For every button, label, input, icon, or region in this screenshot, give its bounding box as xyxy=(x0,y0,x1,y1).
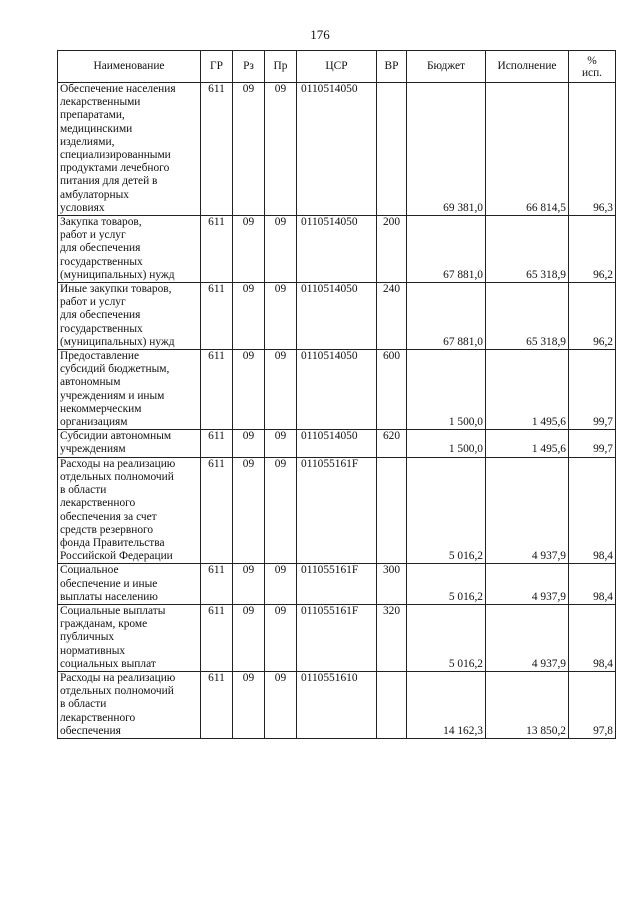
cell-rz: 09 xyxy=(233,671,265,738)
cell-name-line: условиях xyxy=(60,201,105,214)
cell-csr: 011055161F xyxy=(297,604,377,671)
cell-pr: 09 xyxy=(265,564,297,605)
header-execution: Исполнение xyxy=(486,51,569,83)
cell-budget: 14 162,3 xyxy=(407,671,486,738)
cell-execution: 65 318,9 xyxy=(486,216,569,283)
cell-name-line: выплаты населению xyxy=(60,590,158,603)
cell-gr: 611 xyxy=(201,564,233,605)
cell-csr: 0110514050 xyxy=(297,430,377,457)
header-name: Наименование xyxy=(58,51,201,83)
cell-name-line: медицинскими xyxy=(60,122,133,135)
cell-csr: 0110514050 xyxy=(297,216,377,283)
cell-name-line: в области xyxy=(60,484,107,497)
cell-pr: 09 xyxy=(265,350,297,430)
cell-budget: 1 500,0 xyxy=(407,350,486,430)
cell-gr: 611 xyxy=(201,216,233,283)
cell-vr: 240 xyxy=(377,283,407,350)
cell-percent: 99,7 xyxy=(569,350,616,430)
cell-rz: 09 xyxy=(233,216,265,283)
cell-name-line: Социальное xyxy=(60,564,119,577)
cell-name-line: государственных xyxy=(60,322,143,335)
cell-name-line: Обеспечение населения xyxy=(60,83,176,95)
cell-gr: 611 xyxy=(201,604,233,671)
table-row xyxy=(58,671,616,738)
cell-rz: 09 xyxy=(233,430,265,457)
cell-name-line: некоммерческим xyxy=(60,402,142,415)
cell-rz: 09 xyxy=(233,83,265,216)
cell-execution: 4 937,9 xyxy=(486,564,569,605)
header-pr: Пр xyxy=(265,51,297,83)
cell-pr: 09 xyxy=(265,604,297,671)
page-number: 176 xyxy=(310,27,330,42)
cell-name-line: (муниципальных) нужд xyxy=(60,335,175,348)
cell-budget: 69 381,0 xyxy=(407,83,486,216)
cell-execution: 4 937,9 xyxy=(486,604,569,671)
cell-execution: 65 318,9 xyxy=(486,283,569,350)
header-percent-label: исп. xyxy=(581,66,603,79)
cell-vr: 600 xyxy=(377,350,407,430)
cell-percent: 98,4 xyxy=(569,564,616,605)
cell-name-line: публичных xyxy=(60,631,115,644)
header-rz: Рз xyxy=(233,51,265,83)
cell-percent: 98,4 xyxy=(569,457,616,564)
cell-name-line: обеспечение и иные xyxy=(60,577,158,590)
cell-csr: 0110514050 xyxy=(297,283,377,350)
cell-name-line: обеспечения xyxy=(60,724,121,737)
cell-name-line: организациям xyxy=(60,416,128,429)
cell-name-line: Расходы на реализацию xyxy=(60,671,176,684)
table-row xyxy=(58,83,616,216)
cell-rz: 09 xyxy=(233,350,265,430)
cell-percent: 98,4 xyxy=(569,604,616,671)
cell-name-line: Иные закупки товаров, xyxy=(60,283,172,296)
cell-name-line: учреждениям xyxy=(60,443,126,456)
cell-vr: 200 xyxy=(377,216,407,283)
cell-name xyxy=(58,564,201,605)
cell-vr xyxy=(377,83,407,216)
cell-execution: 1 495,6 xyxy=(486,430,569,457)
cell-pr: 09 xyxy=(265,457,297,564)
cell-vr: 300 xyxy=(377,564,407,605)
cell-name-line: Предоставление xyxy=(60,350,140,363)
cell-name-line: амбулаторных xyxy=(60,188,129,201)
cell-csr: 0110551610 xyxy=(297,671,377,738)
table-row xyxy=(58,430,616,457)
cell-rz: 09 xyxy=(233,457,265,564)
cell-name-line: Социальные выплаты xyxy=(60,604,166,617)
table-header-row xyxy=(58,51,616,83)
cell-execution: 66 814,5 xyxy=(486,83,569,216)
cell-name-line: для обеспечения xyxy=(60,309,141,322)
cell-name-line: изделиями, xyxy=(60,135,115,148)
cell-name-line: лекарственного xyxy=(60,711,136,724)
cell-name-line: гражданам, кроме xyxy=(60,618,148,631)
cell-name-line: Субсидии автономным xyxy=(60,430,172,443)
cell-pr: 09 xyxy=(265,216,297,283)
cell-budget: 5 016,2 xyxy=(407,457,486,564)
header-percent-symbol: % xyxy=(587,54,597,67)
cell-pr: 09 xyxy=(265,83,297,216)
cell-budget: 5 016,2 xyxy=(407,604,486,671)
cell-name-line: государственных xyxy=(60,255,143,268)
cell-name xyxy=(58,350,201,430)
cell-budget: 5 016,2 xyxy=(407,564,486,605)
cell-execution: 4 937,9 xyxy=(486,457,569,564)
cell-name-line: субсидий бюджетным, xyxy=(60,363,170,376)
cell-vr xyxy=(377,457,407,564)
cell-gr: 611 xyxy=(201,430,233,457)
cell-csr: 011055161F xyxy=(297,564,377,605)
cell-name xyxy=(58,83,201,216)
cell-name-line: работ и услуг xyxy=(60,296,126,309)
cell-name-line: Российской Федерации xyxy=(60,550,173,563)
cell-percent: 96,3 xyxy=(569,83,616,216)
cell-name-line: обеспечения за счет xyxy=(60,510,157,523)
cell-execution: 13 850,2 xyxy=(486,671,569,738)
cell-name xyxy=(58,671,201,738)
cell-name-line: Закупка товаров, xyxy=(60,216,142,229)
cell-csr: 0110514050 xyxy=(297,83,377,216)
cell-name-line: Расходы на реализацию xyxy=(60,457,176,470)
cell-name xyxy=(58,430,201,457)
cell-pr: 09 xyxy=(265,283,297,350)
table-row xyxy=(58,564,616,605)
cell-budget: 67 881,0 xyxy=(407,216,486,283)
table-row xyxy=(58,216,616,283)
cell-name-line: для обеспечения xyxy=(60,242,141,255)
cell-gr: 611 xyxy=(201,671,233,738)
cell-gr: 611 xyxy=(201,350,233,430)
cell-rz: 09 xyxy=(233,564,265,605)
cell-rz: 09 xyxy=(233,604,265,671)
cell-percent: 96,2 xyxy=(569,283,616,350)
cell-name-line: (муниципальных) нужд xyxy=(60,268,175,281)
cell-name-line: фонда Правительства xyxy=(60,536,165,549)
table-body xyxy=(58,83,616,739)
cell-name-line: питания для детей в xyxy=(60,175,158,188)
cell-name-line: продуктами лечебного xyxy=(60,162,170,175)
cell-name xyxy=(58,216,201,283)
cell-vr xyxy=(377,671,407,738)
cell-name-line: специализированными xyxy=(60,149,171,162)
table-row xyxy=(58,350,616,430)
cell-percent: 97,8 xyxy=(569,671,616,738)
cell-pr: 09 xyxy=(265,671,297,738)
table-row xyxy=(58,283,616,350)
header-vr: ВР xyxy=(377,51,407,83)
cell-vr: 320 xyxy=(377,604,407,671)
cell-name-line: работ и услуг xyxy=(60,229,126,242)
cell-csr: 0110514050 xyxy=(297,350,377,430)
cell-name-line: учреждениям и иным xyxy=(60,389,165,402)
cell-name-line: лекарственными xyxy=(60,96,141,109)
header-gr: ГР xyxy=(201,51,233,83)
cell-name xyxy=(58,283,201,350)
cell-name-line: социальных выплат xyxy=(60,657,156,670)
cell-name xyxy=(58,604,201,671)
cell-percent: 96,2 xyxy=(569,216,616,283)
header-percent xyxy=(569,51,616,83)
table-row xyxy=(58,604,616,671)
cell-csr: 011055161F xyxy=(297,457,377,564)
cell-pr: 09 xyxy=(265,430,297,457)
cell-gr: 611 xyxy=(201,457,233,564)
cell-percent: 99,7 xyxy=(569,430,616,457)
cell-vr: 620 xyxy=(377,430,407,457)
cell-budget: 1 500,0 xyxy=(407,430,486,457)
header-csr: ЦСР xyxy=(297,51,377,83)
cell-name-line: препаратами, xyxy=(60,109,125,122)
cell-name-line: лекарственного xyxy=(60,497,136,510)
cell-name-line: отдельных полномочий xyxy=(60,470,174,483)
cell-name-line: средств резервного xyxy=(60,523,154,536)
cell-gr: 611 xyxy=(201,83,233,216)
cell-gr: 611 xyxy=(201,283,233,350)
cell-name-line: нормативных xyxy=(60,644,126,657)
budget-execution-table xyxy=(57,50,616,739)
table-row xyxy=(58,457,616,564)
cell-execution: 1 495,6 xyxy=(486,350,569,430)
cell-name xyxy=(58,457,201,564)
cell-name-line: отдельных полномочий xyxy=(60,685,174,698)
header-budget: Бюджет xyxy=(407,51,486,83)
cell-name-line: в области xyxy=(60,698,107,711)
cell-name-line: автономным xyxy=(60,376,121,389)
cell-budget: 67 881,0 xyxy=(407,283,486,350)
cell-rz: 09 xyxy=(233,283,265,350)
